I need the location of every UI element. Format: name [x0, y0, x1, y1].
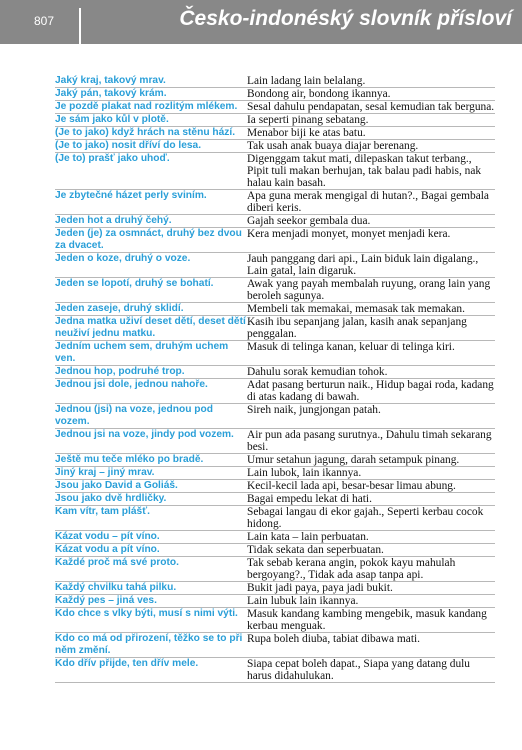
proverb-entry [55, 531, 495, 544]
page-title: Česko-indonéský slovník přísloví [179, 7, 512, 30]
czech-proverb: Jeden hot a druhý čehý. [55, 215, 172, 226]
proverb-entry [55, 557, 495, 582]
czech-proverb: Jsou jako dvě hrdličky. [55, 493, 167, 504]
indonesian-equivalent: Lain lubok, lain ikannya. [247, 467, 362, 479]
indonesian-equivalent: Membeli tak memakai, memasak tak memakan. [247, 303, 465, 315]
czech-proverb: Jaký kraj, takový mrav. [55, 75, 166, 86]
proverb-entry [55, 190, 495, 215]
czech-proverb: Kdo chce s vlky býti, musí s nimi výti. [55, 608, 238, 619]
proverb-entry [55, 467, 495, 480]
page-header [0, 0, 522, 44]
czech-proverb: (Je to jako) když hrách na stěnu hází. [55, 127, 236, 138]
header-divider [79, 8, 81, 44]
czech-proverb: Jeden zaseje, druhý sklidí. [55, 303, 184, 314]
proverb-entry [55, 454, 495, 467]
indonesian-equivalent: Tidak sekata dan seperbuatan. [247, 544, 384, 556]
indonesian-equivalent: Bukit jadi paya, paya jadi bukit. [247, 582, 393, 594]
indonesian-equivalent: Ia seperti pinang sebatang. [247, 114, 369, 126]
indonesian-equivalent: Sireh naik, jungjongan patah. [247, 404, 381, 416]
proverb-entry [55, 101, 495, 114]
proverb-entry [55, 379, 495, 404]
indonesian-equivalent: Bagai empedu lekat di hati. [247, 493, 372, 505]
indonesian-equivalent: Jauh panggang dari api., Lain biduk lain digalang., Lain gatal, lain digaruk. [247, 253, 479, 277]
proverb-entry [55, 404, 495, 429]
czech-proverb: Ještě mu teče mléko po bradě. [55, 454, 204, 465]
proverb-entry [55, 658, 495, 683]
proverb-entry [55, 341, 495, 366]
czech-proverb: Jednou hop, podruhé trop. [55, 366, 185, 377]
indonesian-equivalent: Gajah seekor gembala dua. [247, 215, 371, 227]
czech-proverb: Je zbytečné házet perly sviním. [55, 190, 207, 201]
czech-proverb: Jedním uchem sem, druhým uchem ven. [55, 341, 229, 364]
indonesian-equivalent: Awak yang payah membalah ruyung, orang lain yang beroleh sagunya. [247, 278, 491, 302]
proverb-entry [55, 608, 495, 633]
indonesian-equivalent: Sesal dahulu pendapatan, sesal kemudian tak berguna. [247, 101, 495, 113]
czech-proverb: Jeden se lopotí, druhý se bohatí. [55, 278, 214, 289]
proverb-entry [55, 316, 495, 341]
proverb-entry [55, 303, 495, 316]
indonesian-equivalent: Tak usah anak buaya diajar berenang. [247, 140, 419, 152]
czech-proverb: Jsou jako David a Goliáš. [55, 480, 178, 491]
indonesian-equivalent: Air pun ada pasang surutnya., Dahulu timah sekarang besi. [247, 429, 492, 453]
czech-proverb: (Je to jako) nosit dříví do lesa. [55, 140, 202, 151]
czech-proverb: Jaký pán, takový krám. [55, 88, 167, 99]
indonesian-equivalent: Tak sebab kerana angin, pokok kayu mahulah bergoyang?., Tidak ada asap tanpa api. [247, 557, 456, 581]
proverb-entry [55, 75, 495, 88]
czech-proverb: Jiný kraj – jiný mrav. [55, 467, 155, 478]
czech-proverb: Jednou jsi na voze, jindy pod vozem. [55, 429, 234, 440]
proverb-entry [55, 253, 495, 278]
page-number: 807 [34, 14, 55, 28]
czech-proverb: Kázat vodu a pít víno. [55, 544, 160, 555]
czech-proverb: Jeden (je) za osmnáct, druhý bez dvou za dvacet. [55, 228, 242, 251]
proverb-entry [55, 278, 495, 303]
proverb-entry [55, 493, 495, 506]
proverb-entry [55, 366, 495, 379]
proverb-entry [55, 480, 495, 493]
indonesian-equivalent: Digenggam takut mati, dilepaskan takut terbang., Pipit tuli makan berhujan, tak balau padi habis, nak halau kain basah. [247, 153, 482, 189]
proverb-entry [55, 153, 495, 190]
proverb-entry [55, 140, 495, 153]
czech-proverb: Kdo co má od přirození, těžko se to při něm změní. [55, 633, 243, 656]
proverb-entry [55, 114, 495, 127]
indonesian-equivalent: Adat pasang berturun naik., Hidup bagai roda, kadang di atas kadang di bawah. [247, 379, 494, 403]
czech-proverb: Kázat vodu – pít víno. [55, 531, 160, 542]
indonesian-equivalent: Lain kata – lain perbuatan. [247, 531, 369, 543]
proverb-entry [55, 228, 495, 253]
indonesian-equivalent: Kasih ibu sepanjang jalan, kasih anak sepanjang penggalan. [247, 316, 467, 340]
czech-proverb: Je sám jako kůl v plotě. [55, 114, 169, 125]
indonesian-equivalent: Bondong air, bondong ikannya. [247, 88, 391, 100]
indonesian-equivalent: Umur setahun jagung, darah setampuk pinang. [247, 454, 460, 466]
indonesian-equivalent: Siapa cepat boleh dapat., Siapa yang datang dulu harus didahulukan. [247, 658, 470, 682]
proverb-entry [55, 429, 495, 454]
czech-proverb: Kdo dřív přijde, ten dřív mele. [55, 658, 199, 669]
czech-proverb: Je pozdě plakat nad rozlitým mlékem. [55, 101, 238, 112]
czech-proverb: (Je to) prašť jako uhoď. [55, 153, 170, 164]
czech-proverb: Každý chvilku tahá pilku. [55, 582, 177, 593]
czech-proverb: Každý pes – jiná ves. [55, 595, 157, 606]
proverb-entry [55, 88, 495, 101]
proverb-entry [55, 506, 495, 531]
proverb-entry [55, 633, 495, 658]
indonesian-equivalent: Masuk kandang kambing mengebik, masuk kandang kerbau menguak. [247, 608, 487, 632]
czech-proverb: Jednou (jsi) na voze, jednou pod vozem. [55, 404, 213, 427]
proverb-entry [55, 582, 495, 595]
czech-proverb: Jedna matka uživí deset dětí, deset dětí neuživí jednu matku. [55, 316, 246, 339]
czech-proverb: Každé proč má své proto. [55, 557, 179, 568]
czech-proverb: Jeden o koze, druhý o voze. [55, 253, 191, 264]
czech-proverb: Kam vítr, tam plášť. [55, 506, 150, 517]
czech-proverb: Jednou jsi dole, jednou nahoře. [55, 379, 208, 390]
proverb-entry [55, 215, 495, 228]
proverb-list [55, 75, 495, 683]
indonesian-equivalent: Kera menjadi monyet, monyet menjadi kera. [247, 228, 451, 240]
proverb-entry [55, 544, 495, 557]
indonesian-equivalent: Dahulu sorak kemudian tohok. [247, 366, 388, 378]
indonesian-equivalent: Apa guna merak mengigal di hutan?., Bagai gembala diberi keris. [247, 190, 489, 214]
indonesian-equivalent: Kecil-kecil lada api, besar-besar limau abung. [247, 480, 456, 492]
indonesian-equivalent: Rupa boleh diuba, tabiat dibawa mati. [247, 633, 421, 645]
proverb-entry [55, 595, 495, 608]
indonesian-equivalent: Sebagai langau di ekor gajah., Seperti kerbau cocok hidong. [247, 506, 484, 530]
indonesian-equivalent: Lain lubuk lain ikannya. [247, 595, 359, 607]
proverb-entry [55, 127, 495, 140]
indonesian-equivalent: Lain ladang lain belalang. [247, 75, 366, 87]
indonesian-equivalent: Menabor biji ke atas batu. [247, 127, 366, 139]
indonesian-equivalent: Masuk di telinga kanan, keluar di telinga kiri. [247, 341, 455, 353]
